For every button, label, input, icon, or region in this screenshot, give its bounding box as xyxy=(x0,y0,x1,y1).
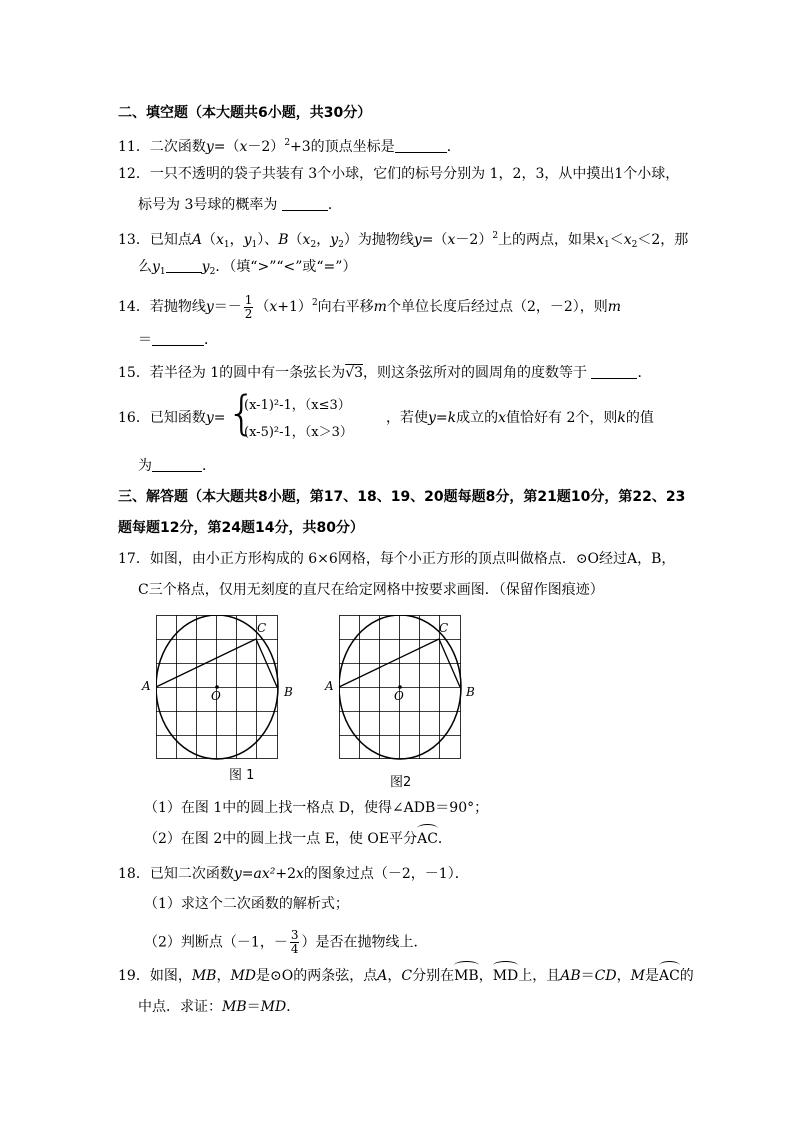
fig1-label-C: C xyxy=(257,621,267,635)
answer-blank[interactable] xyxy=(166,258,202,273)
fig1-label-B: B xyxy=(284,685,293,699)
question-14: 14．若抛物线y＝－ $\frac{1}{2}$ $(x+1)^2$向右平移m个单位长度后经过点（2，－2），则m xyxy=(118,292,622,321)
question-16-tail: ，若使y=k成立的x值恰好有 2个，则k的值 xyxy=(386,410,654,426)
piecewise-case-1: (x-1)²-1，（x≤3） xyxy=(244,398,351,413)
question-17-line2: C三个格点，仅用无刻度的直尺在给定网格中按要求画图．（保留作图痕迹） xyxy=(138,582,604,598)
section-fill-title: 二、填空题（本大题共6小题，共30分） xyxy=(118,105,372,121)
question-17: 17．如图，由小正方形构成的 6×6网格，每个小正方形的顶点叫做格点．⊙O经过A，B， xyxy=(118,551,676,567)
question-18-part-2: （2）判断点（－1，－ $\frac{3}{4}$ ）是否在抛物线上． xyxy=(144,928,428,956)
question-19-line2: 中点．求证：MB＝MD． xyxy=(138,999,301,1015)
question-18-part-1: （1）求这个二次函数的解析式； xyxy=(144,896,349,912)
section-solve-title-2: 题每题12分，第24题14分，共80分） xyxy=(118,520,364,536)
q-number: 11． xyxy=(118,139,150,155)
question-16: 16．已知函数y= xyxy=(118,410,226,426)
figure-2-grid xyxy=(339,615,465,761)
question-12: 12．一只不透明的袋子共装有 3个小球，它们的标号分别为 1，2，3，从中摸出1个小球， xyxy=(118,166,680,182)
arc-AC: AC xyxy=(417,831,438,847)
question-12-line2: 标号为 3号球的概率为 ． xyxy=(138,197,342,213)
answer-blank[interactable] xyxy=(282,196,328,211)
question-17-part-1: （1）在图 1中的圆上找一格点 D，使得∠ADB＝90°； xyxy=(144,800,489,816)
fig2-label-O: O xyxy=(394,689,404,703)
arc-MD: MD xyxy=(492,968,519,984)
figure-1-grid xyxy=(156,615,282,761)
piecewise-case-2: (x-5)²-1，（x＞3） xyxy=(244,425,353,440)
fig2-label-A: A xyxy=(325,679,334,693)
question-13: 13．已知点$A(x_1$，$y_1$）、$B(x_2$，$y_2$）为抛物线$y=(x-2)^2$上的两点，如果$x_1<x_2<2$，那 xyxy=(118,231,689,250)
question-16-line2: 为 ． xyxy=(138,458,216,474)
arc-AC: AC xyxy=(658,968,680,984)
question-17-part-2: （2）在图 2中的圆上找一点 E，使 OE平分AC． xyxy=(144,831,452,847)
question-11: 11．二次函数$y=(x-2)^2+3$的顶点坐标是 ． xyxy=(118,138,461,155)
fig1-label-A: A xyxy=(142,679,151,693)
figure-1-caption: 图 1 xyxy=(229,768,255,783)
answer-blank[interactable] xyxy=(395,138,447,153)
answer-blank[interactable] xyxy=(152,457,202,472)
fig2-label-C: C xyxy=(439,621,449,635)
answer-blank[interactable] xyxy=(591,364,637,379)
sqrt-three: √3 xyxy=(345,365,364,381)
section-solve-title: 三、解答题（本大题共8小题，第17、18、19、20题每题8分，第21题10分，第22、23 xyxy=(118,489,686,505)
arc-MB: MB xyxy=(454,968,479,984)
fraction: $\frac{1}{2}$ xyxy=(244,292,253,321)
answer-blank[interactable] xyxy=(152,331,204,346)
fig2-label-B: B xyxy=(466,685,475,699)
question-19: 19．如图，MB，MD是⊙O的两条弦，点A，C分别在MB，MD上，且AB＝CD，M是AC的 xyxy=(118,968,694,984)
question-18: 18．已知二次函数y=ax²+2x的图象过点（－2，－1）． xyxy=(118,866,469,882)
fig1-label-O: O xyxy=(211,689,221,703)
piecewise-brace: { xyxy=(227,386,257,440)
question-15: 15．若半径为 1的圆中有一条弦长为√3，则这条弦所对的圆周角的度数等于 ． xyxy=(118,365,652,381)
question-14-line2: ＝ ． xyxy=(138,332,218,348)
question-13-line2: 么$y_1$ $y_2$．（填“>”“<”或“=”） xyxy=(138,259,357,277)
fraction: $\frac{3}{4}$ xyxy=(290,928,299,956)
figure-2-caption: 图2 xyxy=(390,775,412,790)
